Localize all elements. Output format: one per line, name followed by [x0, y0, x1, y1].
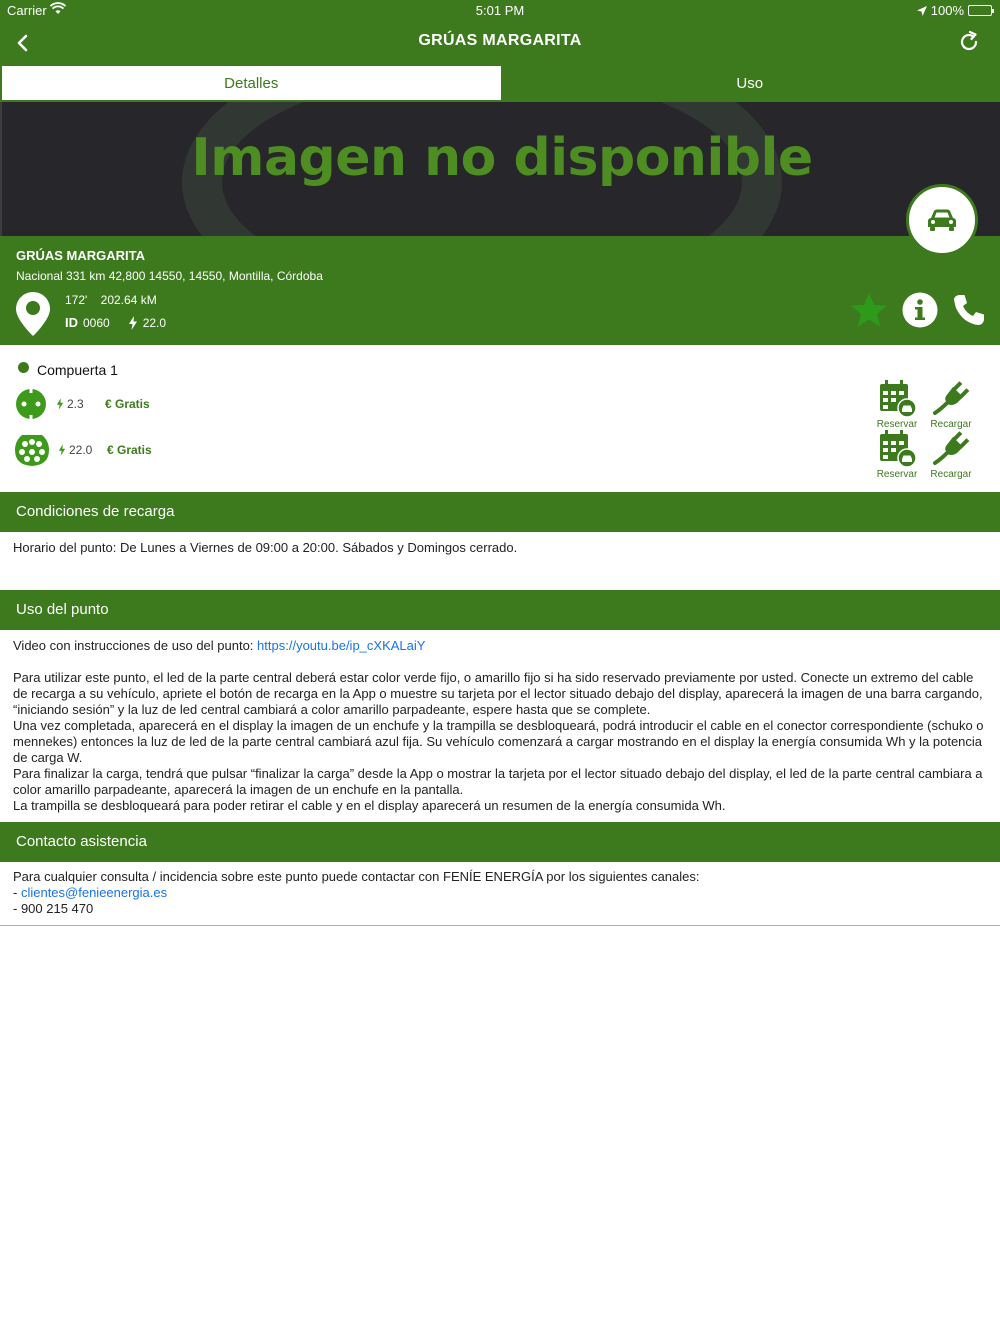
station-address: Nacional 331 km 42,800 14550, 14550, Montilla, Córdoba	[16, 269, 323, 283]
port-status-dot	[18, 362, 29, 373]
schuko-socket-icon	[14, 387, 48, 421]
carrier-label: Carrier	[7, 3, 47, 18]
bolt-icon	[128, 316, 138, 330]
port-name: Compuerta 1	[37, 362, 118, 378]
connector-actions	[874, 429, 974, 480]
station-power: 22.0	[142, 315, 167, 330]
calendar-car-icon	[877, 379, 917, 419]
travel-time: 172'	[65, 293, 88, 307]
distance: 202.64 kM	[100, 293, 157, 307]
bolt-icon	[56, 398, 64, 410]
connector-actions	[874, 379, 974, 430]
contact-body	[13, 869, 988, 917]
station-actions	[850, 292, 986, 328]
image-unavailable-text: Imagen no disponible	[191, 128, 813, 188]
connector-row	[14, 387, 150, 421]
usage-paragraph: Para finalizar la carga, tendrá que pulsar “finalizar la carga” desde la App o mostrar la tarjeta por el lector situado debajo del display, el led de la parte central cambiara a color amarillo parpadeante, aparecerá la imagen de un enchufe en la pantalla.	[13, 766, 983, 797]
contact-email-link[interactable]: clientes@fenieenergia.es	[20, 885, 168, 900]
bolt-icon	[58, 444, 66, 456]
type2-socket-icon	[14, 433, 50, 467]
tab-detalles[interactable]: Detalles	[2, 66, 501, 100]
station-name: GRÚAS MARGARITA	[16, 248, 146, 263]
usage-header: Uso del punto	[0, 590, 1000, 630]
clock: 5:01 PM	[475, 3, 525, 18]
connector-power: 2.3	[56, 397, 111, 411]
distance-info	[65, 293, 157, 307]
car-route-button[interactable]	[906, 184, 978, 256]
nav-bar	[0, 22, 1000, 64]
location-arrow-icon	[917, 6, 927, 16]
favorite-star-icon[interactable]	[850, 292, 888, 328]
contact-intro: Para cualquier consulta / incidencia sobre este punto puede contactar con FENÍE ENERGÍA por los siguientes canales:	[13, 869, 700, 884]
connector-power: 22.0	[58, 443, 113, 457]
reserve-button[interactable]: Reservar	[874, 379, 920, 430]
status-bar	[0, 0, 1000, 22]
contact-phone[interactable]: - 900 215 470	[13, 901, 94, 916]
tab-uso[interactable]: Uso	[736, 74, 764, 92]
map-pin-icon[interactable]	[15, 291, 51, 342]
station-info	[0, 236, 1000, 345]
usage-paragraph: La trampilla se desbloqueará para poder retirar el cable y en el display aparecerá un resumen de la energía consumida Wh.	[13, 798, 726, 813]
refresh-button[interactable]	[956, 29, 982, 55]
conditions-text: Horario del punto: De Lunes a Viernes de 09:00 a 20:00. Sábados y Domingos cerrado.	[13, 540, 518, 555]
port-title	[18, 362, 118, 378]
video-link[interactable]: https://youtu.be/ip_cXKALaiY	[257, 638, 426, 653]
phone-icon[interactable]	[952, 293, 986, 327]
plug-icon	[931, 379, 971, 419]
conditions-header: Condiciones de recarga	[0, 492, 1000, 532]
connector-price: € Gratis	[105, 397, 150, 411]
usage-paragraph: Una vez completada, aparecerá en el display la imagen de un enchufe y la trampilla se desbloqueará, podrá introducir el cable en el conector correspondiente (schuko o mennekes) entonces la luz de led de la parte central cambiará azul fija. Su vehículo comenzará a cargar mostrando en el display la energía consumida Wh y la potencia de carga W.	[13, 718, 984, 765]
video-label: Video con instrucciones de uso del punto:	[13, 638, 258, 653]
reserve-button[interactable]: Reservar	[874, 429, 920, 480]
contact-email-line: - clientes@fenieenergia.es	[13, 885, 168, 900]
refresh-icon	[956, 29, 982, 55]
battery-percent: 100%	[930, 3, 964, 18]
usage-body	[13, 638, 988, 814]
station-id-line	[65, 315, 166, 330]
page-title: GRÚAS MARGARITA	[418, 32, 582, 49]
station-id: 0060	[83, 315, 110, 330]
connectors-panel	[0, 345, 1000, 492]
id-label: ID	[65, 315, 78, 330]
contact-header: Contacto asistencia	[0, 822, 1000, 862]
video-line	[13, 638, 988, 654]
station-image-placeholder	[0, 102, 1000, 236]
recharge-button[interactable]: Recargar	[928, 429, 974, 480]
car-icon	[925, 208, 959, 232]
connector-row	[14, 433, 152, 467]
calendar-car-icon	[877, 429, 917, 469]
connector-price: € Gratis	[107, 443, 152, 457]
plug-icon	[931, 429, 971, 469]
recharge-button[interactable]: Recargar	[928, 379, 974, 430]
divider	[0, 925, 1000, 926]
segmented-tabs	[0, 64, 1000, 102]
battery-icon	[968, 5, 992, 16]
usage-paragraph: Para utilizar este punto, el led de la parte central deberá estar color verde fijo, o amarillo fijo si ha sido reservado previamente por usted. Conecte un extremo del cable de recarga a su vehículo, apriete el botón de recarga en la App o muestre su tarjeta por el lector situado debajo del display, aparecerá la imagen de una barra cargando, “iniciando sesión” y la luz de led central cambiará a color amarillo parpadeante, espere hasta que se complete.	[13, 670, 983, 717]
info-icon[interactable]	[902, 292, 938, 328]
